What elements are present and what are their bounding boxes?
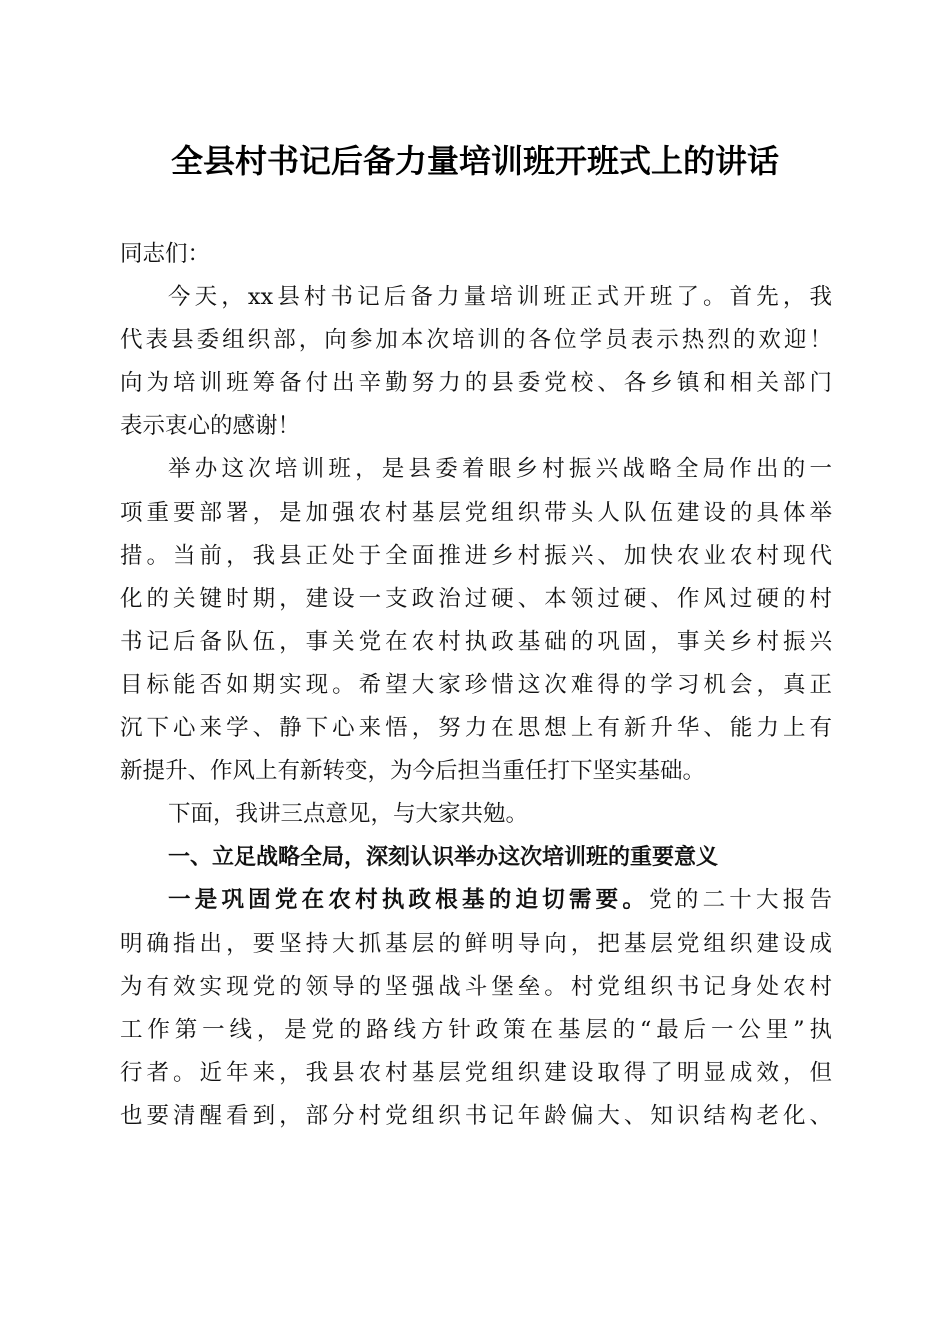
paragraph-2-line-2: 项重要部署，是加强农村基层党组织带头人队伍建设的具体举: [120, 499, 832, 526]
paragraph-4-line-2: 明确指出，要坚持大抓基层的鲜明导向，把基层党组织建设成: [120, 930, 832, 957]
paragraph-2-line-3: 措。当前，我县正处于全面推进乡村振兴、加快农业农村现代: [120, 542, 832, 569]
paragraph-4-line-4: 工作第一线，是党的路线方针政策在基层的“最后一公里”执: [120, 1016, 832, 1043]
paragraph-1-line-2: 代表县委组织部，向参加本次培训的各位学员表示热烈的欢迎！: [120, 327, 832, 354]
paragraph-2-line-7: 沉下心来学、静下心来悟，努力在思想上有新升华、能力上有: [120, 715, 832, 742]
paragraph-2-line-5: 书记后备队伍，事关党在农村执政基础的巩固，事关乡村振兴: [120, 628, 832, 655]
paragraph-2-line-8: 新提升、作风上有新转变，为今后担当重任打下坚实基础。: [120, 758, 706, 785]
paragraph-4-line-6: 也要清醒看到，部分村党组织书记年龄偏大、知识结构老化、: [120, 1102, 832, 1129]
paragraph-1-line-3: 向为培训班筹备付出辛勤努力的县委党校、各乡镇和相关部门: [120, 370, 832, 397]
paragraph-2-line-1: 举办这次培训班，是县委着眼乡村振兴战略全局作出的一: [168, 456, 832, 483]
point-one-rest: 党的二十大报告: [649, 887, 832, 914]
document-body: [120, 233, 832, 1138]
point-one-lead: 一是巩固党在农村执政根基的迫切需要。: [168, 887, 650, 914]
salutation-line: 同志们：: [120, 241, 211, 267]
section-heading-1: 一、立足战略全局，深刻认识举办这次培训班的重要意义: [168, 845, 719, 871]
paragraph-3-line-1: 下面，我讲三点意见，与大家共勉。: [168, 801, 529, 828]
paragraph-4-line-1: [120, 879, 832, 922]
paragraph-2-line-6: 目标能否如期实现。希望大家珍惜这次难得的学习机会，真正: [120, 671, 832, 698]
paragraph-4-line-3: 为有效实现党的领导的坚强战斗堡垒。村党组织书记身处农村: [120, 973, 832, 1000]
paragraph-1-line-1: 今天，xx县村书记后备力量培训班正式开班了。首先，我: [168, 284, 832, 311]
paragraph-4-line-5: 行者。近年来，我县农村基层党组织建设取得了明显成效，但: [120, 1059, 832, 1086]
document-title: 全县村书记后备力量培训班开班式上的讲话: [170, 142, 779, 180]
paragraph-2-line-4: 化的关键时期，建设一支政治过硬、本领过硬、作风过硬的村: [120, 585, 832, 612]
paragraph-1-line-4: 表示衷心的感谢！: [120, 413, 301, 440]
